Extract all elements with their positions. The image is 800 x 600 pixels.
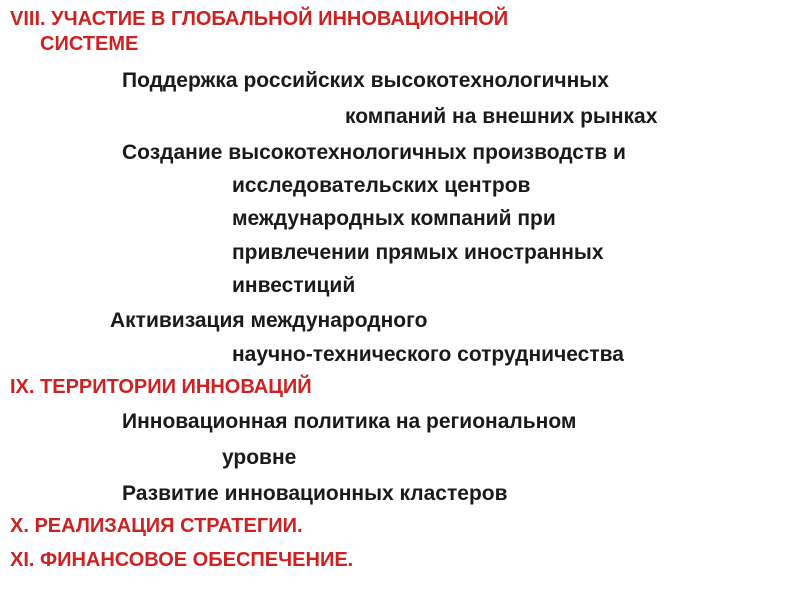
item-regional-policy: Инновационная политика на региональном (122, 410, 577, 433)
section-heading-ix: IX. ТЕРРИТОРИИ ИННОВАЦИЙ (10, 376, 312, 398)
item-create-production-line2: исследовательских центров (232, 174, 531, 197)
item-support-companies: Поддержка российских высокотехнологичных (122, 69, 609, 92)
section-heading-x: X. РЕАЛИЗАЦИЯ СТРАТЕГИИ. (10, 515, 303, 537)
section-heading-xi: XI. ФИНАНСОВОЕ ОБЕСПЕЧЕНИЕ. (10, 549, 354, 571)
item-support-companies-continued: компаний на внешних рынках (345, 105, 658, 128)
item-regional-policy-continued: уровне (222, 446, 297, 469)
section-heading-viii: VIII. УЧАСТИЕ В ГЛОБАЛЬНОЙ ИННОВАЦИОННОЙ (10, 8, 509, 30)
item-create-production-line4: привлечении прямых иностранных (232, 241, 604, 264)
item-intl-cooperation-continued: научно-технического сотрудничества (232, 343, 624, 366)
item-create-production-line5: инвестиций (232, 274, 356, 297)
item-clusters: Развитие инновационных кластеров (122, 482, 508, 505)
item-intl-cooperation: Активизация международного (110, 309, 428, 332)
item-create-production: Создание высокотехнологичных производств и (122, 141, 626, 164)
item-create-production-line3: международных компаний при (232, 207, 556, 230)
section-heading-viii-continued: СИСТЕМЕ (40, 33, 139, 55)
